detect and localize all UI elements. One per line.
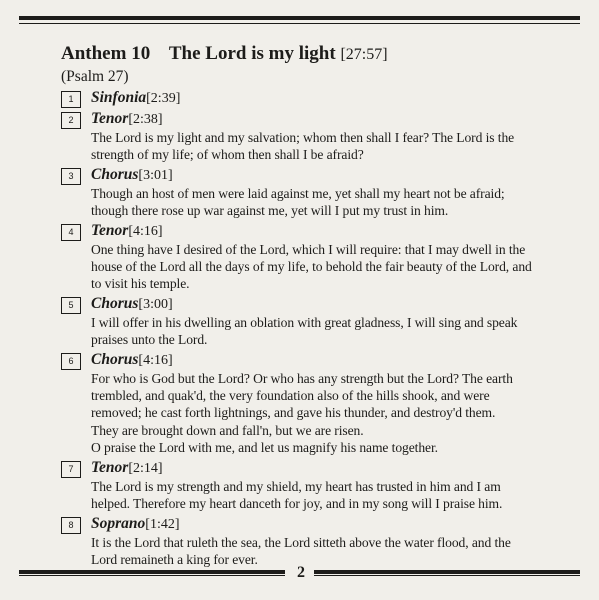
lyric-line: helped. Therefore my heart danceth for joy, and in my song will I praise him. [91, 496, 503, 512]
movement-heading [91, 295, 561, 314]
movement-duration: [2:39] [146, 91, 181, 106]
top-rule-thick [19, 16, 580, 20]
lyric-line: trembled, and quak'd, the very foundation also of the hills shook, and were [91, 388, 490, 404]
movement-item [61, 515, 561, 569]
movement-item [61, 110, 561, 164]
movement-voice: Sinfonia [91, 89, 147, 106]
lyric-line: For who is God but the Lord? Or who has any strength but the Lord? The earth [91, 370, 513, 386]
lyric-line: I will offer in his dwelling an oblation with great gladness, I will sing and speak [91, 314, 518, 330]
movement-heading [91, 166, 561, 185]
movement-item [61, 295, 561, 349]
movement-voice: Chorus [91, 294, 139, 312]
lyric-line: One thing have I desired of the Lord, which I will require: that I may dwell in the [91, 241, 526, 257]
movement-heading [91, 351, 561, 370]
movement-voice: Chorus [91, 350, 139, 368]
track-number-box: 8 [61, 517, 81, 534]
track-number-box: 6 [61, 353, 81, 370]
track-number-box: 7 [61, 461, 81, 478]
movement-item [61, 351, 561, 457]
anthem-duration: [27:57] [340, 46, 388, 63]
lyric-line: though there rose up war against me, yet will I put my trust in him. [91, 203, 449, 219]
movement-heading [91, 110, 561, 129]
movement-duration: [4:16] [138, 352, 173, 368]
anthem-name: The Lord is my light [168, 43, 336, 64]
movement-voice: Soprano [91, 514, 146, 532]
movement-voice: Tenor [91, 458, 129, 476]
movement-heading [91, 222, 561, 241]
lyric-line: Lord remaineth a king for ever. [91, 551, 258, 567]
movement-heading [91, 89, 561, 108]
lyric-line: to visit his temple. [91, 276, 190, 292]
lyric-line: The Lord is my light and my salvation; whom then shall I fear? The Lord is the [91, 130, 515, 145]
movement-duration: [2:14] [128, 460, 163, 476]
movement-item [61, 222, 561, 293]
track-number-box: 4 [61, 224, 81, 241]
lyric-line: strength of my life; of whom then shall I be afraid? [91, 147, 364, 163]
track-number-box: 2 [61, 112, 81, 129]
movement-duration: [1:42] [145, 516, 180, 532]
lyric-line: house of the Lord all the days of my life, to behold the fair beauty of the Lord, and [91, 259, 532, 275]
movement-list [61, 89, 561, 568]
track-number-box: 1 [61, 91, 81, 108]
lyric-line: removed; he cast forth lightnings, and gave his thunder, and destroy'd them. [91, 405, 496, 421]
movement-duration: [3:01] [138, 167, 173, 183]
movement-voice: Tenor [91, 110, 129, 127]
lyric-line: O praise the Lord with me, and let us magnify his name together. [91, 440, 438, 456]
footer-rule-right [314, 570, 580, 576]
track-number-box: 3 [61, 168, 81, 185]
movement-item [61, 89, 561, 108]
movement-duration: [3:00] [138, 296, 173, 312]
movement-duration: [2:38] [128, 112, 163, 127]
lyric-line: They are brought down and fall'n, but we are risen. [91, 422, 364, 438]
lyric-line: Though an host of men were laid against me, yet shall my heart not be afraid; [91, 185, 505, 201]
movement-voice: Tenor [91, 221, 129, 239]
lyric-line: It is the Lord that ruleth the sea, the Lord sitteth above the water flood, and the [91, 534, 511, 550]
track-listing [61, 42, 561, 568]
track-number-box: 5 [61, 297, 81, 314]
movement-item [61, 459, 561, 513]
movement-duration: [4:16] [128, 223, 163, 239]
anthem-subtitle: (Psalm 27) [61, 68, 129, 85]
movement-voice: Chorus [91, 165, 139, 183]
anthem-title [61, 42, 561, 67]
movement-item [61, 166, 561, 220]
lyric-line: praises unto the Lord. [91, 332, 208, 348]
footer-rule [19, 564, 580, 583]
movement-heading [91, 459, 561, 478]
footer-rule-left [19, 570, 285, 576]
top-rule-thin [19, 23, 580, 24]
anthem-number: Anthem 10 [61, 43, 151, 64]
page-number: 2 [297, 564, 305, 581]
lyric-line: The Lord is my strength and my shield, my heart has trusted in him and I am [91, 478, 501, 494]
movement-heading [91, 515, 561, 534]
